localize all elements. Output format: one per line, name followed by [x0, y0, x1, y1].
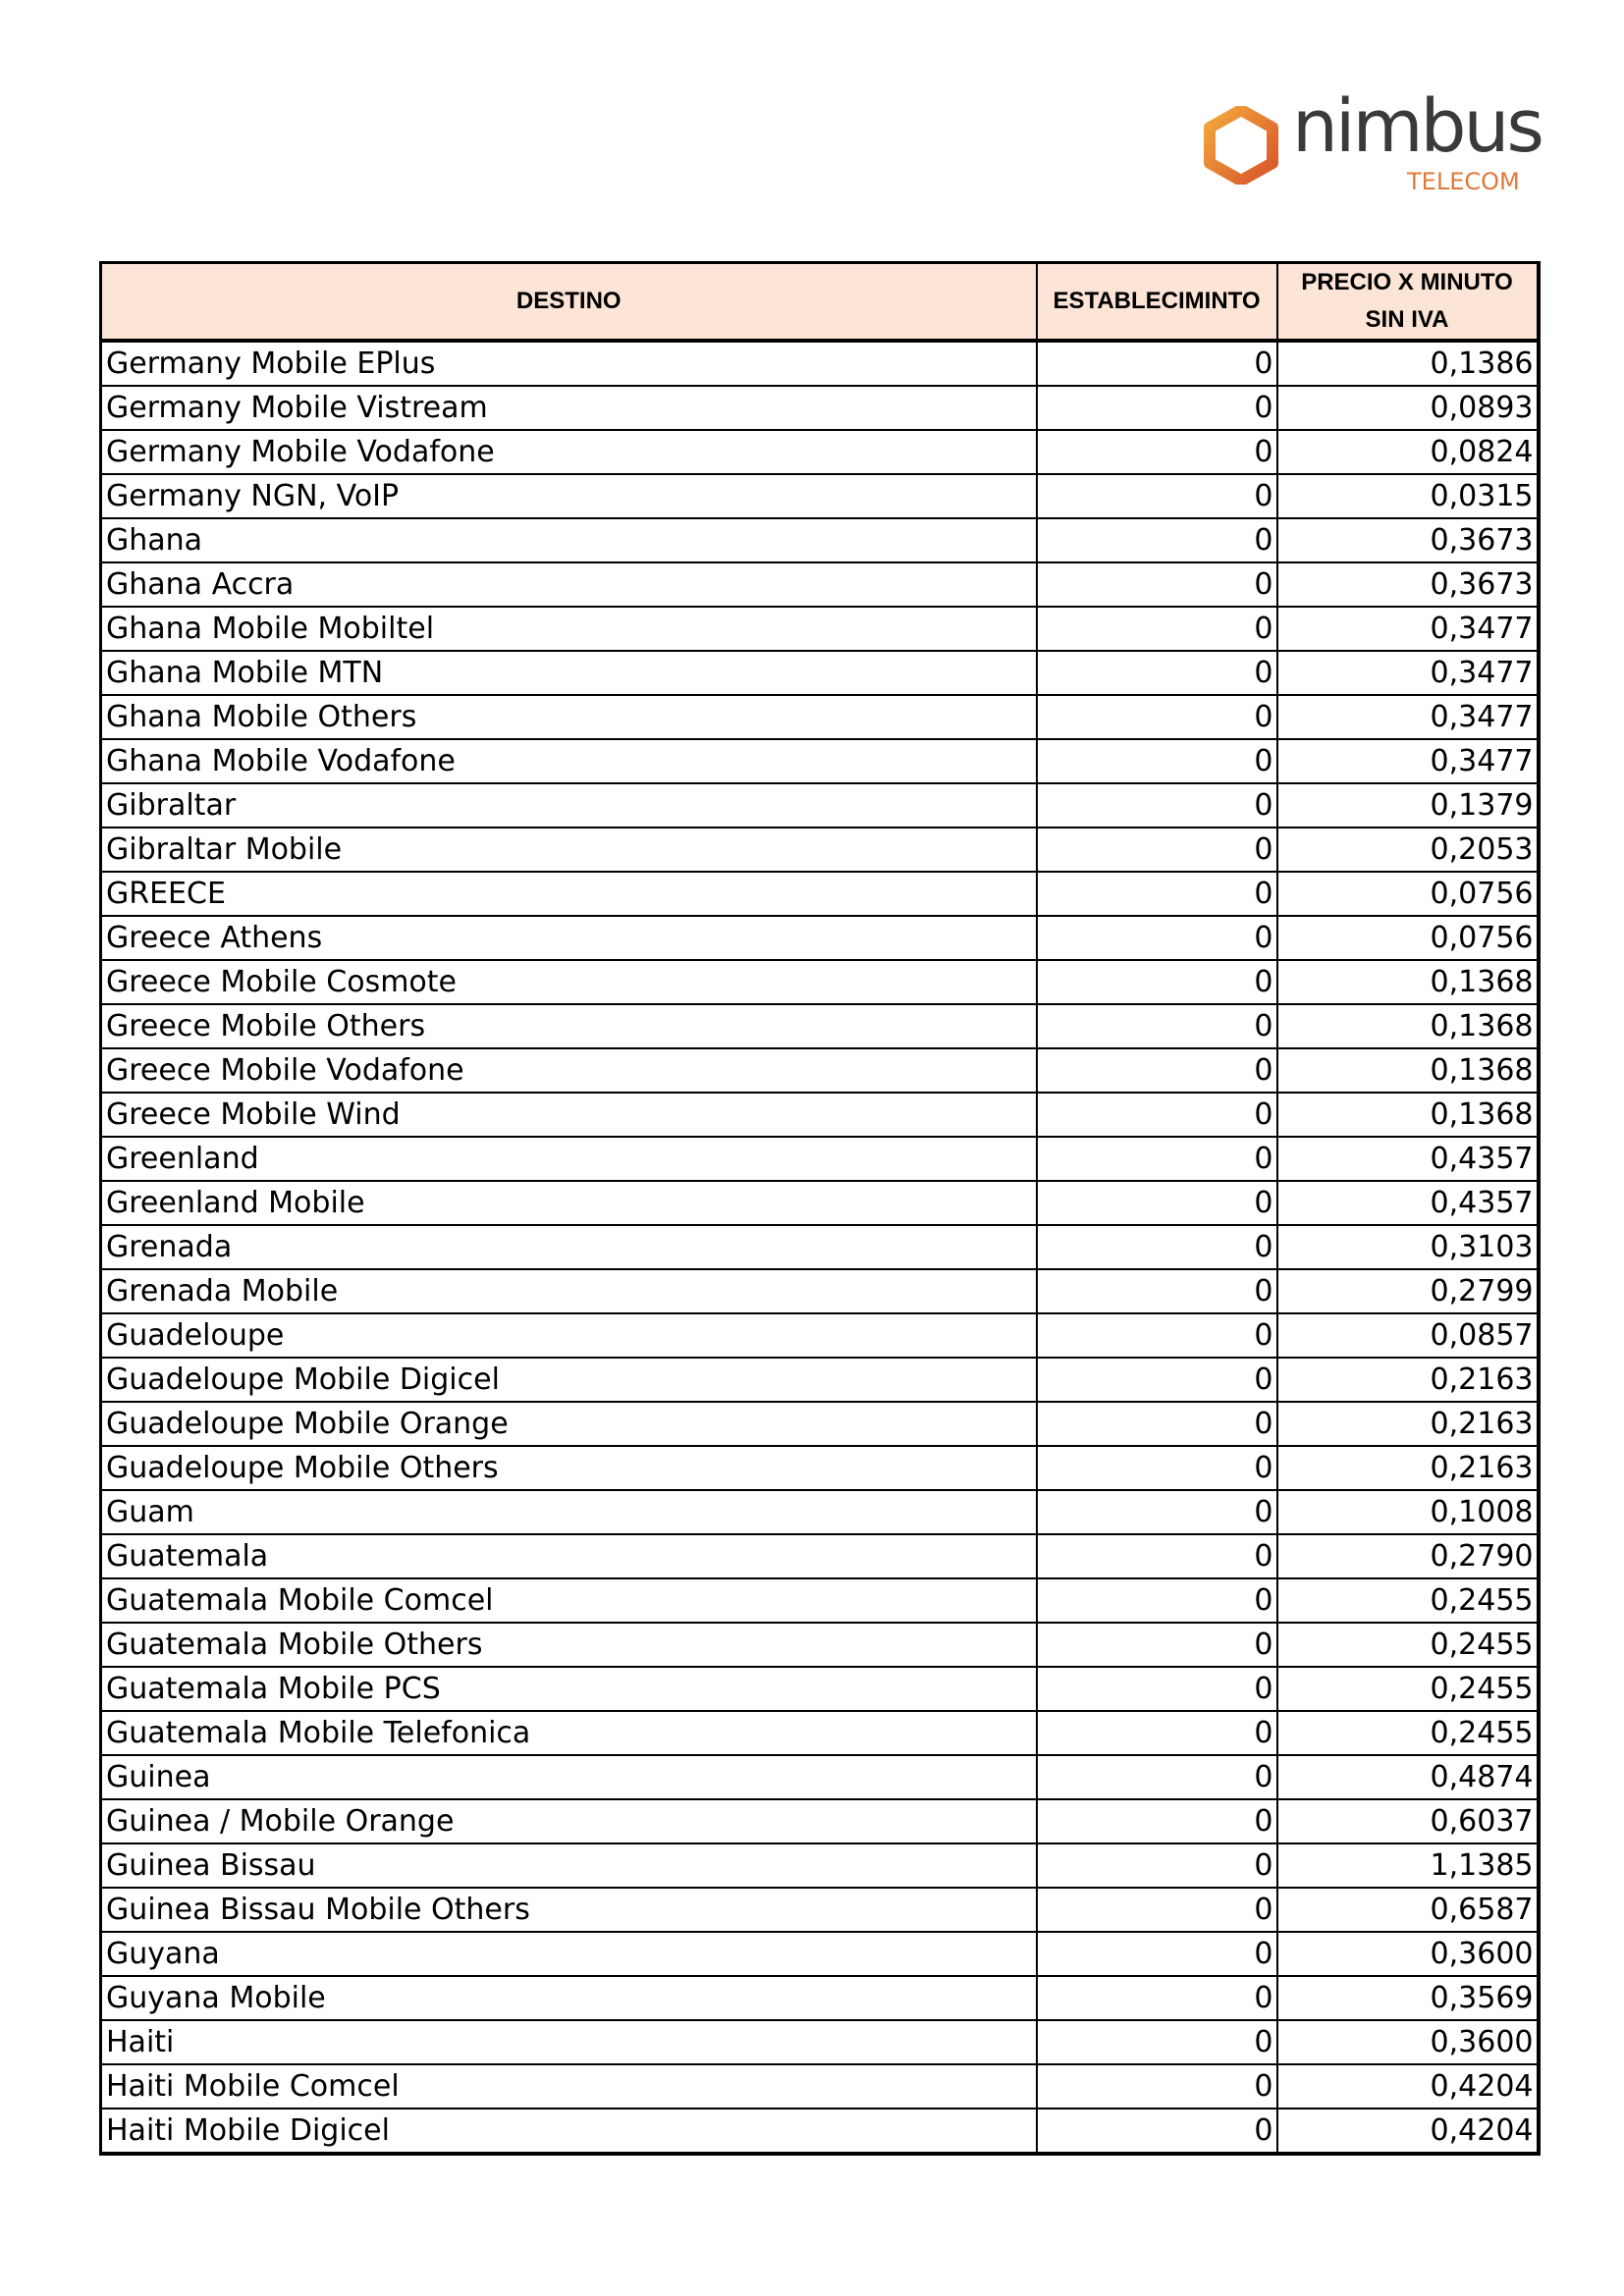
table-row: [101, 1048, 1539, 1093]
header-destination: DESTINO: [101, 263, 1037, 342]
table-row: [101, 1269, 1539, 1313]
table-row: [101, 1137, 1539, 1181]
brand-tagline: TELECOM: [1407, 168, 1520, 195]
header-price-line1: PRECIO X MINUTO: [1301, 269, 1513, 295]
price-cell: 0,4204: [1277, 2064, 1539, 2109]
price-cell: 0,3600: [1277, 1932, 1539, 1976]
table-row: [101, 1755, 1539, 1799]
price-cell: 0,2455: [1277, 1667, 1539, 1711]
table-row: [101, 828, 1539, 872]
setup-cell: 0: [1037, 1667, 1277, 1711]
destination-cell: Guinea: [101, 1755, 1037, 1799]
destination-cell: Guatemala Mobile Comcel: [101, 1578, 1037, 1623]
table-row: [101, 1225, 1539, 1269]
price-cell: 0,2790: [1277, 1534, 1539, 1578]
table-row: [101, 474, 1539, 518]
price-cell: 0,2053: [1277, 828, 1539, 872]
table-row: [101, 1181, 1539, 1225]
table-row: [101, 1534, 1539, 1578]
setup-cell: 0: [1037, 1711, 1277, 1755]
destination-cell: Guadeloupe Mobile Orange: [101, 1402, 1037, 1446]
table-row: [101, 1446, 1539, 1490]
setup-cell: 0: [1037, 341, 1277, 386]
table-row: [101, 739, 1539, 783]
destination-cell: Germany Mobile Vodafone: [101, 430, 1037, 474]
price-cell: 0,4357: [1277, 1181, 1539, 1225]
setup-cell: 0: [1037, 739, 1277, 783]
setup-cell: 0: [1037, 386, 1277, 430]
price-cell: 0,2163: [1277, 1358, 1539, 1402]
price-cell: 0,1379: [1277, 783, 1539, 828]
table-row: [101, 695, 1539, 739]
table-row: [101, 607, 1539, 651]
destination-cell: Guam: [101, 1490, 1037, 1534]
price-cell: 0,3673: [1277, 518, 1539, 562]
destination-cell: Ghana Mobile Vodafone: [101, 739, 1037, 783]
brand-name: nimbus: [1292, 84, 1542, 169]
price-cell: 0,3477: [1277, 651, 1539, 695]
table-row: [101, 1888, 1539, 1932]
destination-cell: Guinea Bissau Mobile Others: [101, 1888, 1037, 1932]
price-cell: 0,0756: [1277, 916, 1539, 960]
price-cell: 0,3673: [1277, 562, 1539, 607]
destination-cell: Guyana Mobile: [101, 1976, 1037, 2020]
price-cell: 0,2455: [1277, 1578, 1539, 1623]
table-row: [101, 518, 1539, 562]
table-row: [101, 916, 1539, 960]
price-cell: 0,3103: [1277, 1225, 1539, 1269]
setup-cell: 0: [1037, 1843, 1277, 1888]
setup-cell: 0: [1037, 1137, 1277, 1181]
table-row: [101, 1623, 1539, 1667]
destination-cell: Haiti Mobile Digicel: [101, 2109, 1037, 2154]
hexagon-logo-icon: [1204, 106, 1278, 185]
header-price-line2: SIN IVA: [1365, 306, 1449, 333]
table-row: [101, 2020, 1539, 2064]
price-cell: 0,3477: [1277, 607, 1539, 651]
table-row: [101, 872, 1539, 916]
setup-cell: 0: [1037, 1225, 1277, 1269]
price-cell: 0,2455: [1277, 1711, 1539, 1755]
destination-cell: Ghana Mobile Others: [101, 695, 1037, 739]
destination-cell: Greece Mobile Vodafone: [101, 1048, 1037, 1093]
destination-cell: Germany NGN, VoIP: [101, 474, 1037, 518]
price-cell: 0,1368: [1277, 1048, 1539, 1093]
setup-cell: 0: [1037, 872, 1277, 916]
setup-cell: 0: [1037, 1093, 1277, 1137]
setup-cell: 0: [1037, 1004, 1277, 1048]
setup-cell: 0: [1037, 1932, 1277, 1976]
setup-cell: 0: [1037, 916, 1277, 960]
setup-cell: 0: [1037, 2109, 1277, 2154]
destination-cell: Grenada: [101, 1225, 1037, 1269]
destination-cell: Guinea Bissau: [101, 1843, 1037, 1888]
price-cell: 0,1368: [1277, 960, 1539, 1004]
destination-cell: Ghana Accra: [101, 562, 1037, 607]
price-cell: 0,0824: [1277, 430, 1539, 474]
table-row: [101, 430, 1539, 474]
destination-cell: Guadeloupe Mobile Others: [101, 1446, 1037, 1490]
setup-cell: 0: [1037, 607, 1277, 651]
destination-cell: Greenland Mobile: [101, 1181, 1037, 1225]
destination-cell: Ghana: [101, 518, 1037, 562]
setup-cell: 0: [1037, 828, 1277, 872]
price-cell: 0,2163: [1277, 1402, 1539, 1446]
destination-cell: Haiti Mobile Comcel: [101, 2064, 1037, 2109]
table-row: [101, 783, 1539, 828]
setup-cell: 0: [1037, 1446, 1277, 1490]
destination-cell: Gibraltar Mobile: [101, 828, 1037, 872]
rates-table-header: [101, 263, 1539, 342]
price-cell: 0,2455: [1277, 1623, 1539, 1667]
setup-cell: 0: [1037, 518, 1277, 562]
table-row: [101, 1976, 1539, 2020]
setup-cell: 0: [1037, 1888, 1277, 1932]
table-row: [101, 651, 1539, 695]
header-price: [1277, 263, 1539, 342]
price-cell: 0,1386: [1277, 341, 1539, 386]
setup-cell: 0: [1037, 474, 1277, 518]
setup-cell: 0: [1037, 1269, 1277, 1313]
price-cell: 0,3569: [1277, 1976, 1539, 2020]
price-cell: 0,1368: [1277, 1004, 1539, 1048]
price-cell: 0,3477: [1277, 695, 1539, 739]
table-row: [101, 1004, 1539, 1048]
price-cell: 0,0315: [1277, 474, 1539, 518]
setup-cell: 0: [1037, 1181, 1277, 1225]
setup-cell: 0: [1037, 1534, 1277, 1578]
setup-cell: 0: [1037, 1755, 1277, 1799]
setup-cell: 0: [1037, 1578, 1277, 1623]
setup-cell: 0: [1037, 1623, 1277, 1667]
setup-cell: 0: [1037, 1976, 1277, 2020]
destination-cell: Haiti: [101, 2020, 1037, 2064]
price-cell: 0,4204: [1277, 2109, 1539, 2154]
rates-table-body: [101, 341, 1539, 2154]
destination-cell: Ghana Mobile MTN: [101, 651, 1037, 695]
table-row: [101, 386, 1539, 430]
setup-cell: 0: [1037, 562, 1277, 607]
table-row: [101, 2109, 1539, 2154]
price-cell: 1,1385: [1277, 1843, 1539, 1888]
table-row: [101, 1490, 1539, 1534]
setup-cell: 0: [1037, 1358, 1277, 1402]
table-row: [101, 341, 1539, 386]
price-cell: 0,3600: [1277, 2020, 1539, 2064]
table-row: [101, 1932, 1539, 1976]
destination-cell: Guatemala Mobile Others: [101, 1623, 1037, 1667]
setup-cell: 0: [1037, 1048, 1277, 1093]
setup-cell: 0: [1037, 1402, 1277, 1446]
destination-cell: Ghana Mobile Mobiltel: [101, 607, 1037, 651]
setup-cell: 0: [1037, 695, 1277, 739]
price-cell: 0,0893: [1277, 386, 1539, 430]
destination-cell: Guadeloupe Mobile Digicel: [101, 1358, 1037, 1402]
rates-table: [99, 261, 1541, 2156]
price-cell: 0,0857: [1277, 1313, 1539, 1358]
destination-cell: Germany Mobile EPlus: [101, 341, 1037, 386]
setup-cell: 0: [1037, 2064, 1277, 2109]
setup-cell: 0: [1037, 1313, 1277, 1358]
setup-cell: 0: [1037, 960, 1277, 1004]
destination-cell: Greece Mobile Wind: [101, 1093, 1037, 1137]
destination-cell: GREECE: [101, 872, 1037, 916]
destination-cell: Germany Mobile Vistream: [101, 386, 1037, 430]
price-cell: 0,6587: [1277, 1888, 1539, 1932]
setup-cell: 0: [1037, 1490, 1277, 1534]
setup-cell: 0: [1037, 2020, 1277, 2064]
destination-cell: Greece Athens: [101, 916, 1037, 960]
setup-cell: 0: [1037, 651, 1277, 695]
price-cell: 0,0756: [1277, 872, 1539, 916]
price-cell: 0,4874: [1277, 1755, 1539, 1799]
price-cell: 0,4357: [1277, 1137, 1539, 1181]
table-row: [101, 960, 1539, 1004]
price-cell: 0,1008: [1277, 1490, 1539, 1534]
header-setup: ESTABLECIMINTO: [1037, 263, 1277, 342]
setup-cell: 0: [1037, 783, 1277, 828]
brand-logo: [1204, 84, 1542, 196]
destination-cell: Greece Mobile Others: [101, 1004, 1037, 1048]
table-row: [101, 1093, 1539, 1137]
table-row: [101, 2064, 1539, 2109]
destination-cell: Grenada Mobile: [101, 1269, 1037, 1313]
destination-cell: Guatemala Mobile PCS: [101, 1667, 1037, 1711]
destination-cell: Greece Mobile Cosmote: [101, 960, 1037, 1004]
destination-cell: Gibraltar: [101, 783, 1037, 828]
table-row: [101, 1402, 1539, 1446]
destination-cell: Guinea / Mobile Orange: [101, 1799, 1037, 1843]
price-cell: 0,3477: [1277, 739, 1539, 783]
table-row: [101, 1843, 1539, 1888]
table-row: [101, 1313, 1539, 1358]
table-row: [101, 562, 1539, 607]
destination-cell: Guadeloupe: [101, 1313, 1037, 1358]
price-cell: 0,1368: [1277, 1093, 1539, 1137]
table-row: [101, 1358, 1539, 1402]
setup-cell: 0: [1037, 1799, 1277, 1843]
price-cell: 0,2163: [1277, 1446, 1539, 1490]
destination-cell: Greenland: [101, 1137, 1037, 1181]
table-row: [101, 1711, 1539, 1755]
destination-cell: Guyana: [101, 1932, 1037, 1976]
table-row: [101, 1799, 1539, 1843]
price-cell: 0,6037: [1277, 1799, 1539, 1843]
price-cell: 0,2799: [1277, 1269, 1539, 1313]
setup-cell: 0: [1037, 430, 1277, 474]
table-row: [101, 1667, 1539, 1711]
destination-cell: Guatemala Mobile Telefonica: [101, 1711, 1037, 1755]
destination-cell: Guatemala: [101, 1534, 1037, 1578]
table-row: [101, 1578, 1539, 1623]
